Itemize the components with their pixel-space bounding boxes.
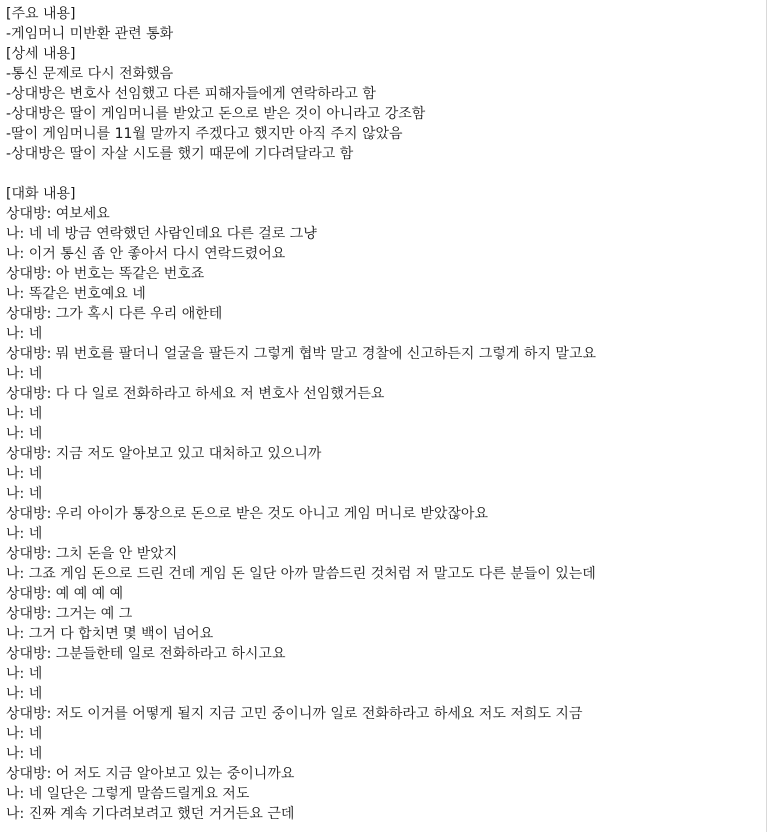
conversation-line: 나: 네 bbox=[6, 406, 43, 422]
conversation-line: 상대방: 우리 아이가 통장으로 돈으로 받은 것도 아니고 게임 머니로 받았잖아요 bbox=[6, 506, 488, 522]
summary-header: [주요 내용] bbox=[6, 6, 76, 22]
conversation-line: 나: 네 bbox=[6, 326, 43, 342]
conversation-line: 나: 네 bbox=[6, 666, 43, 682]
detail-line: -상대방은 딸이 게임머니를 받았고 돈으로 받은 것이 아니라고 강조함 bbox=[6, 106, 426, 122]
conversation-line: 상대방: 그분들한테 일로 전화하라고 하시고요 bbox=[6, 646, 286, 662]
conversation-header: [대화 내용] bbox=[6, 186, 76, 202]
conversation-line: 상대방: 다 다 일로 전화하라고 하세요 저 변호사 선임했거든요 bbox=[6, 386, 385, 402]
conversation-line: 상대방: 그거는 예 그 bbox=[6, 606, 133, 622]
conversation-list bbox=[6, 204, 767, 824]
conversation-line: 나: 네 bbox=[6, 486, 43, 502]
conversation-line: 상대방: 뭐 번호를 팔더니 얼굴을 팔든지 그렇게 협박 말고 경찰에 신고하든지 그렇게 하지 말고요 bbox=[6, 346, 597, 362]
conversation-line: 나: 이거 통신 좀 안 좋아서 다시 연락드렸어요 bbox=[6, 246, 286, 262]
summary-list bbox=[6, 24, 767, 44]
conversation-line: 나: 진짜 계속 기다려보려고 했던 거거든요 근데 bbox=[6, 806, 295, 822]
detail-line: -상대방은 변호사 선임했고 다른 피해자들에게 연락하라고 함 bbox=[6, 86, 376, 102]
conversation-line: 나: 네 bbox=[6, 466, 43, 482]
detail-list bbox=[6, 64, 767, 164]
detail-line: -통신 문제로 다시 전화했음 bbox=[6, 66, 174, 82]
conversation-line: 상대방: 그가 혹시 다른 우리 애한테 bbox=[6, 306, 223, 322]
conversation-line: 상대방: 그치 돈을 안 받았지 bbox=[6, 546, 178, 562]
conversation-line: 나: 네 bbox=[6, 366, 43, 382]
conversation-line: 나: 그거 다 합치면 몇 백이 넘어요 bbox=[6, 626, 214, 642]
conversation-line: 상대방: 지금 저도 알아보고 있고 대처하고 있으니까 bbox=[6, 446, 322, 462]
conversation-line: 상대방: 어 저도 지금 알아보고 있는 중이니까요 bbox=[6, 766, 295, 782]
conversation-line: 상대방: 여보세요 bbox=[6, 206, 110, 222]
conversation-line: 나: 네 bbox=[6, 426, 43, 442]
conversation-line: 나: 네 bbox=[6, 726, 43, 742]
conversation-line: 상대방: 저도 이거를 어떻게 될지 지금 고민 중이니까 일로 전화하라고 하세요 저도 저희도 지금 bbox=[6, 706, 583, 722]
conversation-line: 나: 네 bbox=[6, 526, 43, 542]
detail-line: -상대방은 딸이 자살 시도를 했기 때문에 기다려달라고 함 bbox=[6, 146, 354, 162]
conversation-line: 나: 네 bbox=[6, 746, 43, 762]
conversation-line: 나: 그죠 게임 돈으로 드린 건데 게임 돈 일단 아까 말씀드린 것처럼 저 말고도 다른 분들이 있는데 bbox=[6, 566, 596, 582]
conversation-line: 나: 똑같은 번호예요 네 bbox=[6, 286, 146, 302]
detail-line: -딸이 게임머니를 11월 말까지 주겠다고 했지만 아직 주지 않았음 bbox=[6, 126, 403, 142]
conversation-line: 상대방: 예 예 예 예 bbox=[6, 586, 124, 602]
conversation-line: 나: 네 일단은 그렇게 말씀드릴게요 저도 bbox=[6, 786, 250, 802]
conversation-line: 상대방: 아 번호는 똑같은 번호죠 bbox=[6, 266, 205, 282]
summary-line: -게임머니 미반환 관련 통화 bbox=[6, 26, 174, 42]
conversation-line: 나: 네 bbox=[6, 686, 43, 702]
section-spacer bbox=[6, 164, 767, 184]
conversation-line: 나: 네 네 방금 연락했던 사람인데요 다른 걸로 그냥 bbox=[6, 226, 317, 242]
detail-header: [상세 내용] bbox=[6, 46, 76, 62]
